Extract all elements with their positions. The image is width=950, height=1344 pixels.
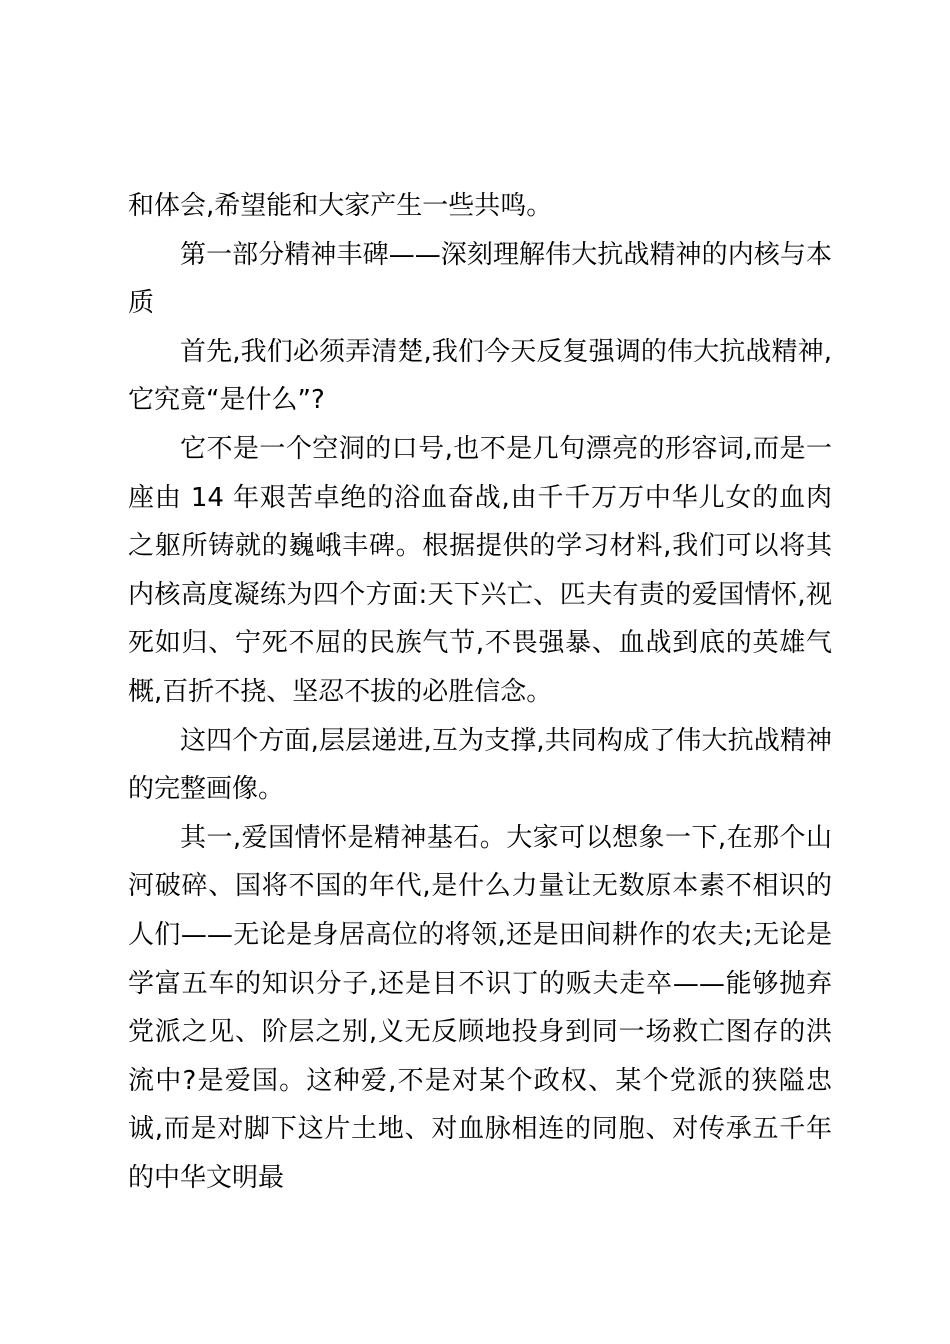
document-body <box>128 182 832 1202</box>
section-heading: 第一部分精神丰碑——深刻理解伟大抗战精神的内核与本质 <box>128 239 832 319</box>
paragraph-summary: 这四个方面,层层递进,互为支撑,共同构成了伟大抗战精神的完整画像。 <box>128 725 832 805</box>
paragraph-question: 首先,我们必须弄清楚,我们今天反复强调的伟大抗战精神,它究竟“是什么”? <box>128 336 832 416</box>
paragraph-core-definition: 它不是一个空洞的口号,也不是几句漂亮的形容词,而是一座由 14 年艰苦卓绝的浴血奋战,由千千万万中华儿女的血肉之躯所铸就的巍峨丰碑。根据提供的学习材料,我们可以将其内核高度凝练为四个方面:天下兴亡、匹夫有责的爱国情怀,视死如归、宁死不屈的民族气节,不畏强暴、血战到底的英雄气概,百折不挠、坚忍不拔的必胜信念。 <box>128 433 832 707</box>
paragraph-continuation: 和体会,希望能和大家产生一些共鸣。 <box>128 191 553 221</box>
paragraph-patriotism: 其一,爱国情怀是精神基石。大家可以想象一下,在那个山河破碎、国将不国的年代,是什么力量让无数原本素不相识的人们——无论是身居高位的将领,还是田间耕作的农夫;无论是学富五车的知识分子,还是目不识丁的贩夫走卒——能够抛弃党派之见、阶层之别,义无反顾地投身到同一场救亡图存的洪流中?是爱国。这种爱,不是对某个政权、某个党派的狭隘忠诚,而是对脚下这片土地、对血脉相连的同胞、对传承五千年的中华文明最 <box>128 822 832 1193</box>
